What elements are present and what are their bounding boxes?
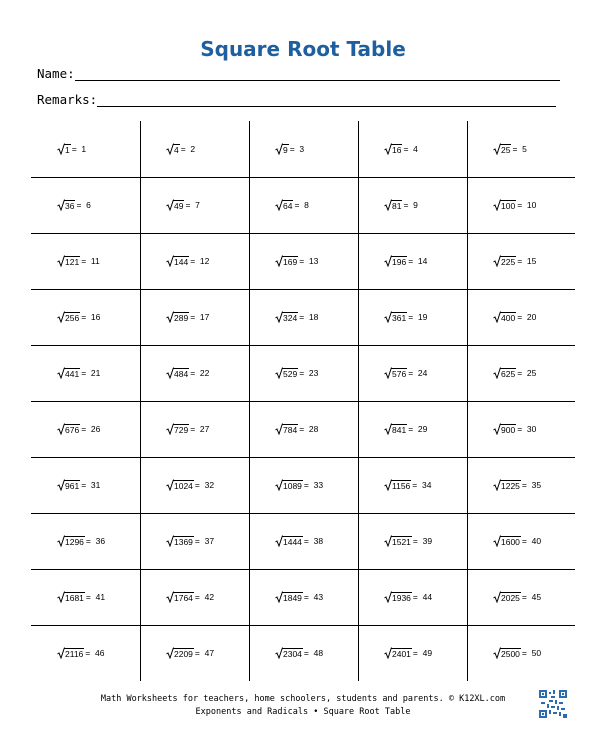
root-value: 15 <box>526 256 537 266</box>
radical-expression <box>275 591 303 603</box>
table-cell <box>57 513 105 569</box>
table-cell <box>493 513 541 569</box>
radicand: 225 <box>501 256 516 267</box>
radical-expression <box>275 535 303 547</box>
radicand: 961 <box>65 480 80 491</box>
radical-expression <box>384 367 407 379</box>
radicand: 2209 <box>174 648 193 659</box>
radical-expression <box>384 255 407 267</box>
root-value: 44 <box>422 592 433 602</box>
equals-sign: = <box>194 592 205 602</box>
table-cell <box>57 625 104 681</box>
page-title: Square Root Table <box>200 37 406 61</box>
root-value: 3 <box>299 144 305 154</box>
equals-sign: = <box>412 480 422 490</box>
name-line[interactable] <box>75 67 560 81</box>
table-cell <box>275 569 323 625</box>
table-cell <box>166 177 200 233</box>
equals-sign: = <box>299 256 309 266</box>
radicand: 784 <box>283 424 298 435</box>
equals-sign: = <box>190 368 200 378</box>
root-value: 4 <box>413 144 418 154</box>
equals-sign: = <box>303 592 314 602</box>
radical-expression <box>166 367 189 379</box>
radical-expression <box>166 535 194 547</box>
radical-expression <box>57 535 85 547</box>
radical-expression <box>166 479 194 491</box>
table-cell <box>384 569 432 625</box>
equals-sign: = <box>412 536 423 546</box>
radical-expression <box>493 143 511 155</box>
radical-expression <box>493 255 516 267</box>
radicand: 196 <box>392 256 407 267</box>
radical-expression <box>493 479 521 491</box>
radical-expression <box>57 199 75 211</box>
table-column-divider <box>140 121 141 681</box>
equals-sign: = <box>299 368 309 378</box>
equals-sign: = <box>190 424 200 434</box>
radical-expression <box>384 647 412 659</box>
equals-sign: = <box>194 480 205 490</box>
radical-expression <box>57 479 80 491</box>
radicand: 625 <box>501 368 516 379</box>
remarks-field <box>37 92 556 107</box>
root-value: 34 <box>421 480 432 490</box>
radical-expression <box>57 647 84 659</box>
equals-sign: = <box>85 592 96 602</box>
table-cell <box>275 513 323 569</box>
equals-sign: = <box>303 648 314 658</box>
table-cell <box>384 457 431 513</box>
root-value: 16 <box>90 312 101 322</box>
table-cell <box>384 177 418 233</box>
radical-expression <box>493 423 516 435</box>
equals-sign: = <box>190 256 200 266</box>
radical-expression <box>275 367 298 379</box>
table-cell <box>493 625 541 681</box>
table-cell <box>493 401 536 457</box>
radicand: 529 <box>283 368 298 379</box>
radicand: 144 <box>174 256 189 267</box>
equals-sign: = <box>81 256 91 266</box>
root-value: 14 <box>417 256 428 266</box>
table-cell <box>384 233 427 289</box>
equals-sign: = <box>194 648 205 658</box>
root-value: 23 <box>308 368 319 378</box>
radical-expression <box>384 479 411 491</box>
equals-sign: = <box>517 424 527 434</box>
table-cell <box>57 121 86 177</box>
root-value: 33 <box>313 480 324 490</box>
equals-sign: = <box>81 312 91 322</box>
root-value: 43 <box>313 592 324 602</box>
table-cell <box>166 625 214 681</box>
equals-sign: = <box>408 368 418 378</box>
table-cell <box>275 233 318 289</box>
table-cell <box>166 289 209 345</box>
table-cell <box>166 401 209 457</box>
radical-expression <box>275 143 289 155</box>
table-cell <box>166 457 214 513</box>
table-cell <box>166 569 214 625</box>
radicand: 100 <box>501 200 516 211</box>
radicand: 484 <box>174 368 189 379</box>
radicand: 1156 <box>392 480 411 491</box>
equals-sign: = <box>517 200 527 210</box>
radical-expression <box>493 591 521 603</box>
equals-sign: = <box>517 368 527 378</box>
root-value: 32 <box>204 480 215 490</box>
radical-expression <box>166 647 194 659</box>
radicand: 49 <box>174 200 184 211</box>
radicand: 2401 <box>392 648 411 659</box>
radical-expression <box>57 255 80 267</box>
equals-sign: = <box>299 424 309 434</box>
equals-sign: = <box>408 424 418 434</box>
equals-sign: = <box>180 144 191 154</box>
equals-sign: = <box>294 200 305 210</box>
table-cell <box>493 569 541 625</box>
table-cell <box>493 457 541 513</box>
radicand: 2025 <box>501 592 520 603</box>
radical-expression <box>166 199 184 211</box>
equals-sign: = <box>512 144 523 154</box>
radical-expression <box>166 255 189 267</box>
root-value: 39 <box>422 536 433 546</box>
equals-sign: = <box>194 536 205 546</box>
equals-sign: = <box>81 424 91 434</box>
radical-expression <box>493 311 516 323</box>
footer-credit: Math Worksheets for teachers, home schoolers, students and parents. © K12XL.com <box>100 694 506 704</box>
radical-expression <box>384 311 407 323</box>
root-value: 21 <box>90 368 101 378</box>
equals-sign: = <box>408 312 418 322</box>
radical-expression <box>275 479 303 491</box>
radicand: 2116 <box>65 648 84 659</box>
equals-sign: = <box>81 368 91 378</box>
radical-expression <box>493 199 516 211</box>
radicand: 729 <box>174 424 189 435</box>
radical-expression <box>57 423 80 435</box>
table-cell <box>57 289 100 345</box>
radical-expression <box>275 199 293 211</box>
equals-sign: = <box>408 256 418 266</box>
equals-sign: = <box>517 256 527 266</box>
table-column-divider <box>467 121 468 681</box>
root-value: 5 <box>522 144 527 154</box>
radicand: 361 <box>392 312 407 323</box>
radicand: 121 <box>65 256 80 267</box>
radicand: 4 <box>174 144 179 155</box>
root-value: 46 <box>94 648 105 658</box>
root-value: 36 <box>95 536 106 546</box>
radicand: 169 <box>283 256 298 267</box>
equals-sign: = <box>81 480 91 490</box>
remarks-label: Remarks: <box>37 92 98 107</box>
equals-sign: = <box>299 312 309 322</box>
radical-expression <box>166 143 180 155</box>
table-cell <box>275 345 318 401</box>
equals-sign: = <box>412 648 423 658</box>
radicand: 676 <box>65 424 80 435</box>
equals-sign: = <box>76 200 87 210</box>
root-value: 45 <box>531 592 542 602</box>
root-value: 18 <box>308 312 319 322</box>
radicand: 441 <box>65 368 80 379</box>
root-value: 6 <box>86 200 91 210</box>
table-cell <box>384 345 427 401</box>
root-value: 8 <box>304 200 309 210</box>
table-cell <box>57 177 91 233</box>
radicand: 1225 <box>501 480 520 491</box>
radical-expression <box>275 647 303 659</box>
root-value: 19 <box>417 312 428 322</box>
root-value: 26 <box>90 424 101 434</box>
table-cell <box>57 457 100 513</box>
table-cell <box>384 513 432 569</box>
table-cell <box>275 457 323 513</box>
table-cell <box>57 569 105 625</box>
root-value: 10 <box>526 200 537 210</box>
root-value: 31 <box>90 480 101 490</box>
radical-expression <box>57 367 80 379</box>
equals-sign: = <box>403 144 414 154</box>
qr-code-icon <box>539 690 567 718</box>
equals-sign: = <box>521 648 532 658</box>
equals-sign: = <box>289 144 300 154</box>
table-cell <box>493 233 536 289</box>
square-root-table <box>31 121 575 681</box>
radicand: 841 <box>392 424 407 435</box>
root-value: 49 <box>422 648 433 658</box>
radicand: 1521 <box>392 536 411 547</box>
root-value: 2 <box>190 144 196 154</box>
table-cell <box>166 233 209 289</box>
radical-expression <box>275 423 298 435</box>
table-column-divider <box>249 121 250 681</box>
radical-expression <box>275 311 298 323</box>
radical-expression <box>493 367 516 379</box>
root-value: 48 <box>313 648 324 658</box>
radical-expression <box>493 535 521 547</box>
root-value: 12 <box>199 256 210 266</box>
radicand: 9 <box>283 144 288 155</box>
radicand: 1764 <box>174 592 193 603</box>
root-value: 41 <box>95 592 106 602</box>
root-value: 38 <box>313 536 324 546</box>
radicand: 81 <box>392 200 402 211</box>
equals-sign: = <box>190 312 200 322</box>
radical-expression <box>166 591 194 603</box>
radical-expression <box>384 199 402 211</box>
footer-subtitle: Exponents and Radicals • Square Root Table <box>195 707 411 717</box>
table-cell <box>275 401 318 457</box>
root-value: 24 <box>417 368 428 378</box>
table-cell <box>384 121 418 177</box>
table-cell <box>166 121 195 177</box>
table-cell <box>493 121 527 177</box>
radical-expression <box>166 311 189 323</box>
root-value: 7 <box>195 200 200 210</box>
table-cell <box>57 345 100 401</box>
radicand: 2304 <box>283 648 302 659</box>
radicand: 1 <box>65 144 70 155</box>
root-value: 29 <box>417 424 428 434</box>
radical-expression <box>275 255 298 267</box>
root-value: 35 <box>531 480 542 490</box>
radical-expression <box>57 591 85 603</box>
table-cell <box>384 289 427 345</box>
radicand: 64 <box>283 200 293 211</box>
equals-sign: = <box>403 200 414 210</box>
equals-sign: = <box>71 144 82 154</box>
equals-sign: = <box>517 312 527 322</box>
table-cell <box>493 345 536 401</box>
radical-expression <box>57 311 80 323</box>
root-value: 40 <box>531 536 542 546</box>
radical-expression <box>384 423 407 435</box>
table-cell <box>493 289 536 345</box>
table-column-divider <box>358 121 359 681</box>
table-cell <box>493 177 536 233</box>
table-cell <box>384 625 432 681</box>
table-cell <box>275 289 318 345</box>
root-value: 42 <box>204 592 215 602</box>
table-cell <box>384 401 427 457</box>
radical-expression <box>57 143 71 155</box>
radicand: 1936 <box>392 592 411 603</box>
root-value: 1 <box>81 144 87 154</box>
root-value: 25 <box>526 368 537 378</box>
name-field <box>37 66 560 81</box>
root-value: 30 <box>526 424 537 434</box>
equals-sign: = <box>85 536 96 546</box>
radical-expression <box>384 535 412 547</box>
equals-sign: = <box>303 480 314 490</box>
equals-sign: = <box>521 480 532 490</box>
radicand: 576 <box>392 368 407 379</box>
radicand: 1296 <box>65 536 84 547</box>
root-value: 28 <box>308 424 319 434</box>
radical-expression <box>166 423 189 435</box>
radicand: 1089 <box>283 480 302 491</box>
root-value: 17 <box>199 312 210 322</box>
equals-sign: = <box>521 592 532 602</box>
equals-sign: = <box>185 200 196 210</box>
root-value: 27 <box>199 424 210 434</box>
root-value: 20 <box>526 312 537 322</box>
root-value: 37 <box>204 536 215 546</box>
remarks-line[interactable] <box>97 93 556 107</box>
radicand: 900 <box>501 424 516 435</box>
radicand: 36 <box>65 200 75 211</box>
root-value: 50 <box>531 648 542 658</box>
root-value: 9 <box>413 200 418 210</box>
equals-sign: = <box>521 536 532 546</box>
table-cell <box>275 625 323 681</box>
radical-expression <box>384 591 412 603</box>
equals-sign: = <box>85 648 95 658</box>
radicand: 1849 <box>283 592 302 603</box>
radicand: 16 <box>392 144 402 155</box>
radicand: 25 <box>501 144 511 155</box>
table-cell <box>275 177 309 233</box>
table-cell <box>57 401 100 457</box>
table-cell <box>166 345 209 401</box>
table-cell <box>166 513 214 569</box>
radical-expression <box>493 647 521 659</box>
root-value: 47 <box>204 648 215 658</box>
name-label: Name: <box>37 66 75 81</box>
root-value: 22 <box>199 368 210 378</box>
radicand: 1444 <box>283 536 302 547</box>
equals-sign: = <box>303 536 314 546</box>
radicand: 1024 <box>174 480 193 491</box>
root-value: 13 <box>308 256 319 266</box>
table-cell <box>57 233 100 289</box>
radicand: 1600 <box>501 536 520 547</box>
radicand: 324 <box>283 312 298 323</box>
equals-sign: = <box>412 592 423 602</box>
radical-expression <box>384 143 402 155</box>
radicand: 1369 <box>174 536 193 547</box>
radicand: 256 <box>65 312 80 323</box>
root-value: 11 <box>90 256 100 266</box>
radicand: 1681 <box>65 592 84 603</box>
radicand: 2500 <box>501 648 520 659</box>
radicand: 400 <box>501 312 516 323</box>
table-cell <box>275 121 304 177</box>
radicand: 289 <box>174 312 189 323</box>
